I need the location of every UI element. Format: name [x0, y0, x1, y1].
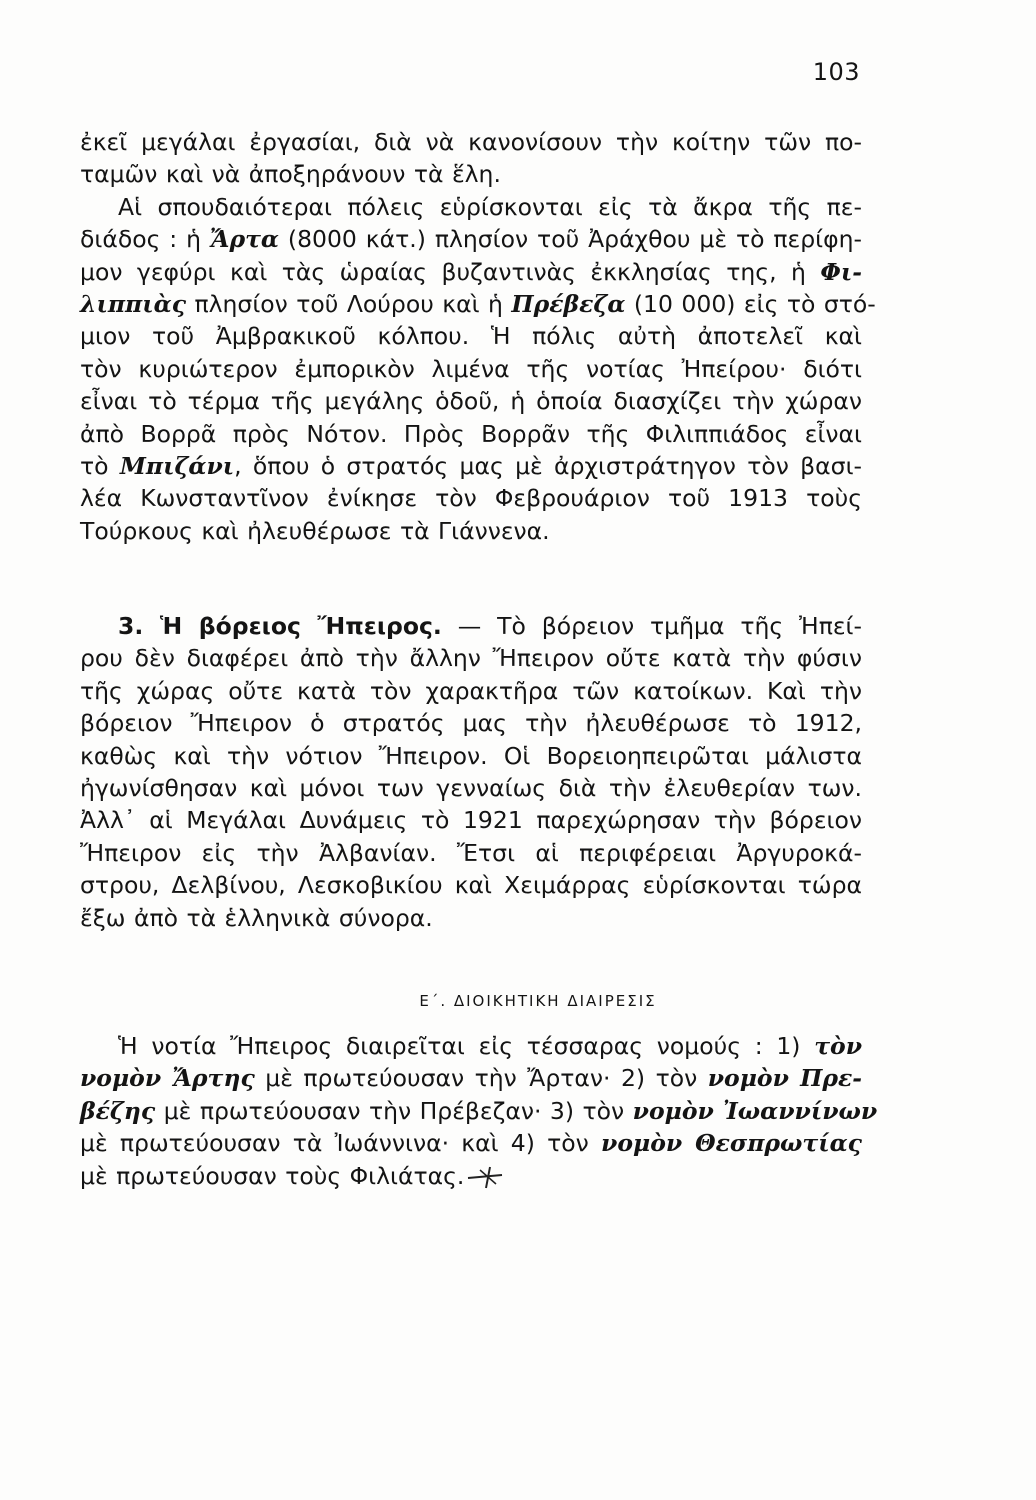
text-line: [80, 256, 862, 288]
text-run: τὸ: [80, 452, 120, 481]
text-line: βόρειον Ἤπειρον ὁ στρατός μας τὴν ἠλευθέρωσε τὸ 1912,: [80, 709, 862, 738]
place-name-filippias: Φι-: [820, 257, 862, 286]
text-line: [80, 223, 862, 255]
place-name-bizani: Μπιζάνι: [119, 452, 235, 481]
prefecture-ioannina: νομὸν Ἰωαννίνων: [632, 1096, 878, 1125]
paragraph-northern-epirus: [80, 610, 862, 934]
text-line: [80, 1160, 862, 1192]
text-run: μὲ πρωτεύουσαν τὰ Ἰωάννινα· καὶ 4) τὸν: [80, 1129, 602, 1158]
handwritten-cross-mark-icon: [466, 1164, 506, 1190]
prefecture-preveza-cont: βέζης: [80, 1096, 156, 1125]
text-line: Αἱ σπουδαιότεραι πόλεις εὑρίσκονται εἰς τὰ ἄκρα τῆς πε-: [118, 192, 862, 221]
text-line: ἠγωνίσθησαν καὶ μόνοι των γενναίως διὰ τὴν ἐλευθερίαν των.: [80, 774, 862, 803]
text-line: τῆς χώρας οὔτε κατὰ τὸν χαρακτῆρα τῶν κατοίκων. Καὶ τὴν: [80, 676, 862, 705]
text-line: [80, 450, 862, 482]
text-line: [80, 288, 876, 320]
text-run: (8000 κάτ.) πλησίον τοῦ Ἀράχθου μὲ τὸ περίφη-: [279, 225, 862, 254]
place-name-filippias-cont: λιππιὰς: [80, 290, 187, 319]
place-name-preveza: Πρέβεζα: [511, 290, 626, 319]
text-run: — Τὸ βόρειον τμῆμα τῆς Ἠπεί-: [441, 612, 862, 640]
text-run: πλησίον τοῦ Λούρου καὶ ἡ: [186, 290, 512, 319]
text-line: [80, 1030, 862, 1062]
text-line: ταμῶν καὶ νὰ ἀποξηράνουν τὰ ἕλη.: [80, 160, 501, 189]
text-line: καθὼς καὶ τὴν νότιον Ἤπειρον. Οἱ Βορειοηπειρῶται μάλιστα: [80, 741, 862, 770]
subsection-heading: 3. Ἡ βόρειος Ἤπειρος.: [118, 612, 442, 640]
text-run: μὲ πρωτεύουσαν τὴν Πρέβεζαν· 3) τὸν: [155, 1096, 633, 1125]
prefecture-label: τὸν: [814, 1032, 862, 1060]
text-line: λέα Κωνσταντῖνον ἐνίκησε τὸν Φεβρουάριον τοῦ 1913 τοὺς: [80, 484, 862, 513]
prefecture-preveza: νομὸν Πρε-: [707, 1064, 862, 1093]
text-run: διάδος : ἡ: [80, 225, 210, 254]
text-line: [80, 1062, 862, 1094]
text-line: Τούρκους καὶ ἠλευθέρωσε τὰ Γιάννενα.: [80, 516, 550, 545]
text-run: μὲ πρωτεύουσαν τοὺς Φιλιάτας.: [80, 1161, 465, 1190]
text-line: ρου δὲν διαφέρει ἀπὸ τὴν ἄλλην Ἤπειρον οὔτε κατὰ τὴν φύσιν: [80, 644, 862, 673]
text-run: (10 000) εἰς τὸ στό-: [625, 290, 876, 319]
text-line: ἀπὸ Βορρᾶ πρὸς Νότον. Πρὸς Βορρᾶν τῆς Φιλιππιάδος εἶναι: [80, 419, 862, 448]
text-line: [80, 610, 862, 642]
text-line: τὸν κυριώτερον ἐμπορικὸν λιμένα τῆς νοτίας Ἠπείρου· διότι: [80, 354, 862, 383]
section-heading: Ε΄. ΔΙΟΙΚΗΤΙΚΗ ΔΙΑΙΡΕΣΙΣ: [419, 992, 657, 1010]
page-number: 103: [812, 58, 860, 86]
paragraph-administrative-division: [80, 1030, 878, 1192]
text-line: ἐκεῖ μεγάλαι ἐργασίαι, διὰ νὰ κανονίσουν τὴν κοίτην τῶν πο-: [80, 128, 862, 156]
text-line: Ἀλλ᾽ αἱ Μεγάλαι Δυνάμεις τὸ 1921 παρεχώρησαν τὴν βόρειον: [80, 806, 862, 835]
prefecture-arta: νομὸν Ἄρτης: [80, 1064, 255, 1093]
place-name-arta: Ἄρτα: [209, 225, 279, 254]
text-line: [80, 1127, 862, 1159]
prefecture-thesprotia: νομὸν Θεσπρωτίας: [601, 1129, 862, 1158]
text-line: [80, 1095, 878, 1127]
paragraph-rivers-cities: [80, 126, 876, 547]
text-run: μὲ πρωτεύουσαν τὴν Ἄρταν· 2) τὸν: [254, 1064, 708, 1093]
text-run: μον γεφύρι καὶ τὰς ὡραίας βυζαντινὰς ἐκκλησίας της, ἡ: [80, 257, 821, 286]
text-line: στρου, Δελβίνου, Λεσκοβικίου καὶ Χειμάρρας εὑρίσκονται τώρα: [80, 871, 862, 900]
text-line: μιον τοῦ Ἀμβρακικοῦ κόλπου. Ἡ πόλις αὐτὴ ἀποτελεῖ καὶ: [80, 322, 862, 351]
text-line: εἶναι τὸ τέρμα τῆς μεγάλης ὁδοῦ, ἡ ὁποία διασχίζει τὴν χώραν: [80, 387, 862, 416]
text-run: Ἡ νοτία Ἤπειρος διαιρεῖται εἰς τέσσαρας νομούς : 1): [118, 1032, 815, 1060]
text-run: , ὅπου ὁ στρατός μας μὲ ἀρχιστράτηγον τὸν βασι-: [234, 452, 863, 481]
text-line: Ἤπειρον εἰς τὴν Ἀλβανίαν. Ἔτσι αἱ περιφέρειαι Ἀργυροκά-: [80, 838, 862, 867]
text-line: ἔξω ἀπὸ τὰ ἑλληνικὰ σύνορα.: [80, 903, 433, 932]
